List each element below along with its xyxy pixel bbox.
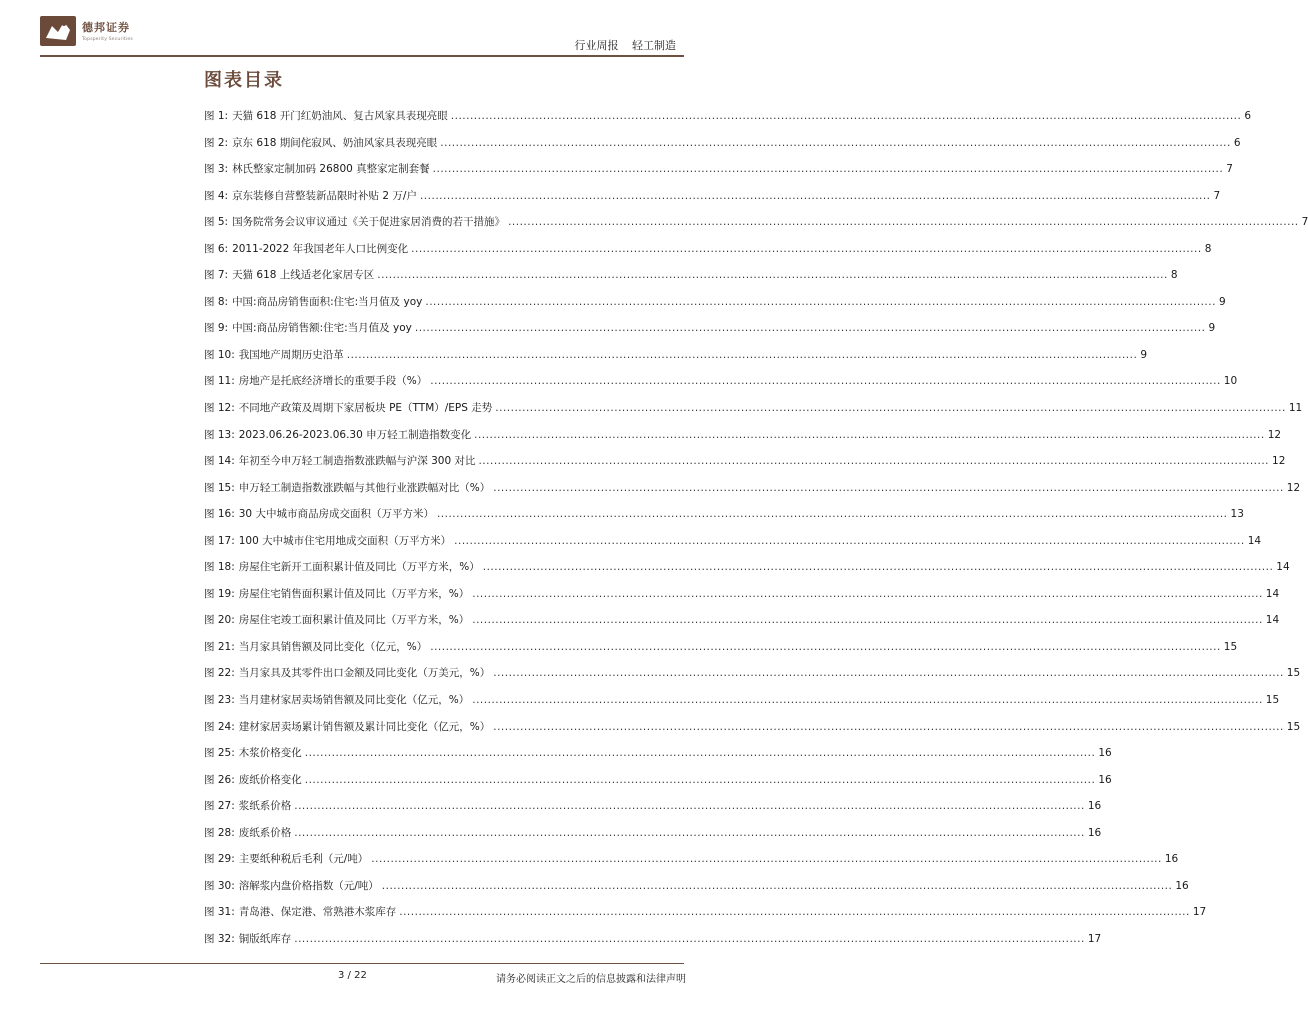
toc-entry-page: 12 xyxy=(1272,455,1286,468)
toc-entry-title: 铜版纸库存 xyxy=(238,932,292,945)
toc-leader-dots: .............................................................................................................................................................................................................. xyxy=(440,136,1231,149)
toc-entry-title: 不同地产政策及周期下家居板块 PE（TTM）/EPS 走势 xyxy=(238,402,493,415)
toc-entry-page: 17 xyxy=(1087,932,1102,945)
toc-entry[interactable] xyxy=(204,873,1189,900)
toc-entry-title: 房屋住宅竣工面积累计值及同比（万平方米，%） xyxy=(238,614,470,627)
toc-leader-dots: .............................................................................................................................................................................................................. xyxy=(493,481,1284,494)
toc-entry-title: 林氏整家定制加码 26800 真整家定制套餐 xyxy=(232,163,430,176)
toc-entry[interactable] xyxy=(204,501,1244,528)
toc-entry[interactable] xyxy=(204,103,1252,130)
toc-entry[interactable] xyxy=(204,740,1112,767)
toc-entry-title: 当月建材家居卖场销售额及同比变化（亿元，%） xyxy=(238,694,470,707)
toc-entry-title: 京东 618 期间侘寂风、奶油风家具表现亮眼 xyxy=(232,136,438,149)
logo-en: Topsperity Securities xyxy=(82,37,133,42)
toc-leader-dots: .............................................................................................................................................................................................................. xyxy=(294,826,1085,839)
toc-entry-number: 图 14: xyxy=(204,455,235,468)
toc-entry[interactable] xyxy=(204,183,1221,210)
toc-leader-dots: .............................................................................................................................................................................................................. xyxy=(399,906,1190,919)
toc-entry-number: 图 1: xyxy=(204,110,229,122)
toc-leader-dots: .............................................................................................................................................................................................................. xyxy=(432,163,1224,176)
toc-entry-title: 溶解浆内盘价格指数（元/吨） xyxy=(238,879,379,892)
toc-leader-dots: .............................................................................................................................................................................................................. xyxy=(472,614,1263,627)
toc-entry[interactable] xyxy=(204,342,1147,369)
logo-mark-icon xyxy=(40,16,76,46)
toc-entry-title: 当月家具及其零件出口金额及同比变化（万美元，%） xyxy=(238,667,491,680)
toc-leader-dots: .............................................................................................................................................................................................................. xyxy=(454,534,1245,547)
toc-leader-dots: .............................................................................................................................................................................................................. xyxy=(472,694,1263,707)
toc-entry-number: 图 31: xyxy=(204,906,235,919)
toc-entry-page: 16 xyxy=(1087,800,1102,813)
toc-leader-dots: .............................................................................................................................................................................................................. xyxy=(482,561,1274,574)
toc-entry-title: 房地产是托底经济增长的重要手段（%） xyxy=(238,375,428,388)
toc-entry-page: 16 xyxy=(1098,773,1112,786)
disclaimer: 请务必阅读正文之后的信息披露和法律声明 xyxy=(496,974,686,985)
toc-leader-dots: .............................................................................................................................................................................................................. xyxy=(304,747,1096,760)
page-number: 3 / 22 xyxy=(338,970,367,981)
toc-entry-page: 6 xyxy=(1233,136,1241,149)
toc-entry-page: 11 xyxy=(1288,402,1303,415)
toc-entry-number: 图 15: xyxy=(204,481,235,494)
toc-entry[interactable] xyxy=(204,793,1102,820)
toc-entry-page: 10 xyxy=(1223,375,1238,388)
toc-leader-dots: .............................................................................................................................................................................................................. xyxy=(425,295,1216,308)
toc-leader-dots: .............................................................................................................................................................................................................. xyxy=(304,773,1096,786)
toc-entry[interactable] xyxy=(204,368,1238,395)
toc-entry-page: 15 xyxy=(1265,694,1280,707)
sector-name: 轻工制造 xyxy=(632,39,676,52)
toc-entry-title: 天猫 618 开门红奶油风、复古风家具表现亮眼 xyxy=(232,110,448,122)
toc-leader-dots: .............................................................................................................................................................................................................. xyxy=(294,932,1085,945)
toc-entry-number: 图 29: xyxy=(204,853,235,866)
toc-entry-number: 图 25: xyxy=(204,747,235,760)
toc-entry[interactable] xyxy=(204,315,1216,342)
toc-entry-number: 图 19: xyxy=(204,587,235,600)
toc-leader-dots: .............................................................................................................................................................................................................. xyxy=(419,189,1211,202)
toc-entry-page: 16 xyxy=(1175,879,1189,892)
toc-entry[interactable] xyxy=(204,289,1226,316)
toc-entry-title: 2011-2022 年我国老年人口比例变化 xyxy=(232,242,409,255)
toc-entry-number: 图 12: xyxy=(204,402,235,415)
toc-entry-number: 图 21: xyxy=(204,640,235,653)
toc-entry-number: 图 28: xyxy=(204,826,235,839)
toc-leader-dots: .............................................................................................................................................................................................................. xyxy=(450,110,1242,122)
toc-entry-number: 图 27: xyxy=(204,800,235,813)
toc-entry-title: 申万轻工制造指数涨跌幅与其他行业涨跌幅对比（%） xyxy=(238,481,491,494)
toc-entry[interactable] xyxy=(204,767,1112,794)
toc-entry-title: 房屋住宅销售面积累计值及同比（万平方米，%） xyxy=(238,587,470,600)
toc-entry[interactable] xyxy=(204,554,1290,581)
toc-entry-page: 7 xyxy=(1213,189,1221,202)
toc-leader-dots: .............................................................................................................................................................................................................. xyxy=(472,587,1263,600)
toc-entry-title: 房屋住宅新开工面积累计值及同比（万平方米，%） xyxy=(238,561,480,574)
toc-entry-number: 图 5: xyxy=(204,216,229,229)
toc-list xyxy=(204,103,1308,953)
toc-entry-number: 图 16: xyxy=(204,508,235,521)
toc-entry-page: 7 xyxy=(1301,216,1308,229)
toc-leader-dots: .............................................................................................................................................................................................................. xyxy=(346,348,1138,361)
toc-entry-number: 图 3: xyxy=(204,163,229,176)
toc-entry-page: 16 xyxy=(1087,826,1102,839)
toc-entry-page: 14 xyxy=(1265,614,1280,627)
toc-entry-page: 15 xyxy=(1223,640,1238,653)
toc-entry-number: 图 8: xyxy=(204,295,229,308)
toc-entry[interactable] xyxy=(204,581,1280,608)
toc-entry[interactable] xyxy=(204,209,1308,236)
toc-entry-page: 7 xyxy=(1226,163,1233,176)
toc-entry-page: 14 xyxy=(1276,561,1290,574)
toc-entry-number: 图 23: xyxy=(204,694,235,707)
toc-entry-title: 中国:商品房销售面积:住宅:当月值及 yoy xyxy=(232,295,423,308)
toc-entry-title: 我国地产周期历史沿革 xyxy=(238,348,344,361)
toc-entry-title: 青岛港、保定港、常熟港木浆库存 xyxy=(238,906,397,919)
toc-leader-dots: .............................................................................................................................................................................................................. xyxy=(478,455,1270,468)
toc-entry[interactable] xyxy=(204,156,1233,183)
toc-leader-dots: .............................................................................................................................................................................................................. xyxy=(411,242,1202,255)
toc-leader-dots: .............................................................................................................................................................................................................. xyxy=(493,720,1284,733)
toc-entry[interactable] xyxy=(204,660,1301,687)
toc-entry-number: 图 13: xyxy=(204,428,235,441)
toc-entry[interactable] xyxy=(204,687,1280,714)
toc-entry-page: 8 xyxy=(1204,242,1212,255)
toc-entry-page: 12 xyxy=(1267,428,1282,441)
toc-entry-page: 15 xyxy=(1286,720,1301,733)
toc-entry-title: 天猫 618 上线适老化家居专区 xyxy=(232,269,375,282)
toc-entry-page: 14 xyxy=(1265,587,1280,600)
page-header xyxy=(0,0,724,58)
toc-entry[interactable] xyxy=(204,820,1102,847)
toc-leader-dots: .............................................................................................................................................................................................................. xyxy=(436,508,1228,521)
toc-leader-dots: .............................................................................................................................................................................................................. xyxy=(381,879,1173,892)
footer-rule xyxy=(40,963,684,964)
toc-entry-number: 图 9: xyxy=(204,322,229,335)
toc-entry-number: 图 10: xyxy=(204,348,235,361)
toc-entry-title: 京东装修自营整装新品限时补贴 2 万/户 xyxy=(232,189,417,202)
toc-entry-title: 国务院常务会议审议通过《关于促进家居消费的若干措施》 xyxy=(232,216,506,229)
toc-entry-page: 14 xyxy=(1247,534,1262,547)
toc-entry[interactable] xyxy=(204,846,1179,873)
toc-entry-page: 16 xyxy=(1164,853,1179,866)
toc-leader-dots: .............................................................................................................................................................................................................. xyxy=(371,853,1162,866)
toc-leader-dots: .............................................................................................................................................................................................................. xyxy=(294,800,1085,813)
toc-entry-title: 当月家具销售额及同比变化（亿元，%） xyxy=(238,640,428,653)
toc-leader-dots: .............................................................................................................................................................................................................. xyxy=(377,269,1168,282)
toc-entry-title: 中国:商品房销售额:住宅:当月值及 yoy xyxy=(232,322,412,335)
toc-entry[interactable] xyxy=(204,926,1102,953)
toc-entry-page: 13 xyxy=(1230,508,1244,521)
toc-entry-title: 30 大中城市商品房成交面积（万平方米） xyxy=(238,508,434,521)
toc-entry-page: 9 xyxy=(1140,348,1147,361)
toc-entry[interactable] xyxy=(204,448,1286,475)
logo-cn: 德邦证券 xyxy=(82,21,130,34)
toc-entry-page: 12 xyxy=(1286,481,1301,494)
toc-entry-page: 15 xyxy=(1286,667,1301,680)
toc-entry-title: 建材家居卖场累计销售额及累计同比变化（亿元，%） xyxy=(238,720,491,733)
toc-entry[interactable] xyxy=(204,236,1212,263)
toc-entry-title: 100 大中城市住宅用地成交面积（万平方米） xyxy=(238,534,452,547)
toc-entry-page: 8 xyxy=(1170,269,1178,282)
toc-leader-dots: .............................................................................................................................................................................................................. xyxy=(493,667,1284,680)
toc-entry[interactable] xyxy=(204,422,1282,449)
toc-entry[interactable] xyxy=(204,262,1178,289)
toc-entry-number: 图 6: xyxy=(204,242,229,255)
toc-entry-title: 主要纸种税后毛利（元/吨） xyxy=(238,853,369,866)
toc-entry[interactable] xyxy=(204,899,1207,926)
toc-leader-dots: .............................................................................................................................................................................................................. xyxy=(430,375,1221,388)
toc-leader-dots: .............................................................................................................................................................................................................. xyxy=(495,402,1286,415)
toc-entry-number: 图 7: xyxy=(204,269,229,282)
toc-entry[interactable] xyxy=(204,395,1303,422)
company-logo xyxy=(40,16,76,46)
toc-leader-dots: .............................................................................................................................................................................................................. xyxy=(508,216,1299,229)
toc-entry-title: 浆纸系价格 xyxy=(238,800,292,813)
toc-leader-dots: .............................................................................................................................................................................................................. xyxy=(430,640,1221,653)
toc-entry-number: 图 24: xyxy=(204,720,235,733)
toc-entry-title: 年初至今申万轻工制造指数涨跌幅与沪深 300 对比 xyxy=(238,455,476,468)
toc-entry-number: 图 11: xyxy=(204,375,235,388)
toc-entry-title: 2023.06.26-2023.06.30 申万轻工制造指数变化 xyxy=(238,428,472,441)
toc-entry-number: 图 22: xyxy=(204,667,235,680)
toc-entry[interactable] xyxy=(204,130,1241,157)
toc-entry-number: 图 18: xyxy=(204,561,235,574)
toc-entry-page: 16 xyxy=(1098,747,1112,760)
toc-entry-page: 9 xyxy=(1218,295,1226,308)
toc-entry-number: 图 26: xyxy=(204,773,235,786)
toc-entry[interactable] xyxy=(204,634,1238,661)
toc-entry-number: 图 17: xyxy=(204,534,235,547)
header-rule xyxy=(40,55,684,57)
toc-entry-page: 9 xyxy=(1208,322,1216,335)
toc-leader-dots: .............................................................................................................................................................................................................. xyxy=(474,428,1265,441)
toc-entry-title: 废纸系价格 xyxy=(238,826,292,839)
toc-entry[interactable] xyxy=(204,475,1301,502)
toc-entry-number: 图 4: xyxy=(204,189,229,202)
toc-entry-title: 木浆价格变化 xyxy=(238,747,302,760)
toc-entry-title: 废纸价格变化 xyxy=(238,773,302,786)
toc-title: 图表目录 xyxy=(204,70,284,91)
toc-entry-page: 6 xyxy=(1244,110,1252,122)
toc-entry[interactable] xyxy=(204,607,1280,634)
toc-entry[interactable] xyxy=(204,714,1301,741)
toc-entry-number: 图 2: xyxy=(204,136,229,149)
report-type: 行业周报 xyxy=(574,39,619,52)
toc-leader-dots: .............................................................................................................................................................................................................. xyxy=(414,322,1206,335)
toc-entry[interactable] xyxy=(204,528,1262,555)
toc-entry-number: 图 32: xyxy=(204,932,235,945)
header-labels xyxy=(575,37,677,53)
logo-text xyxy=(82,19,133,42)
toc-entry-number: 图 30: xyxy=(204,879,235,892)
toc-entry-number: 图 20: xyxy=(204,614,235,627)
toc-entry-page: 17 xyxy=(1192,906,1207,919)
